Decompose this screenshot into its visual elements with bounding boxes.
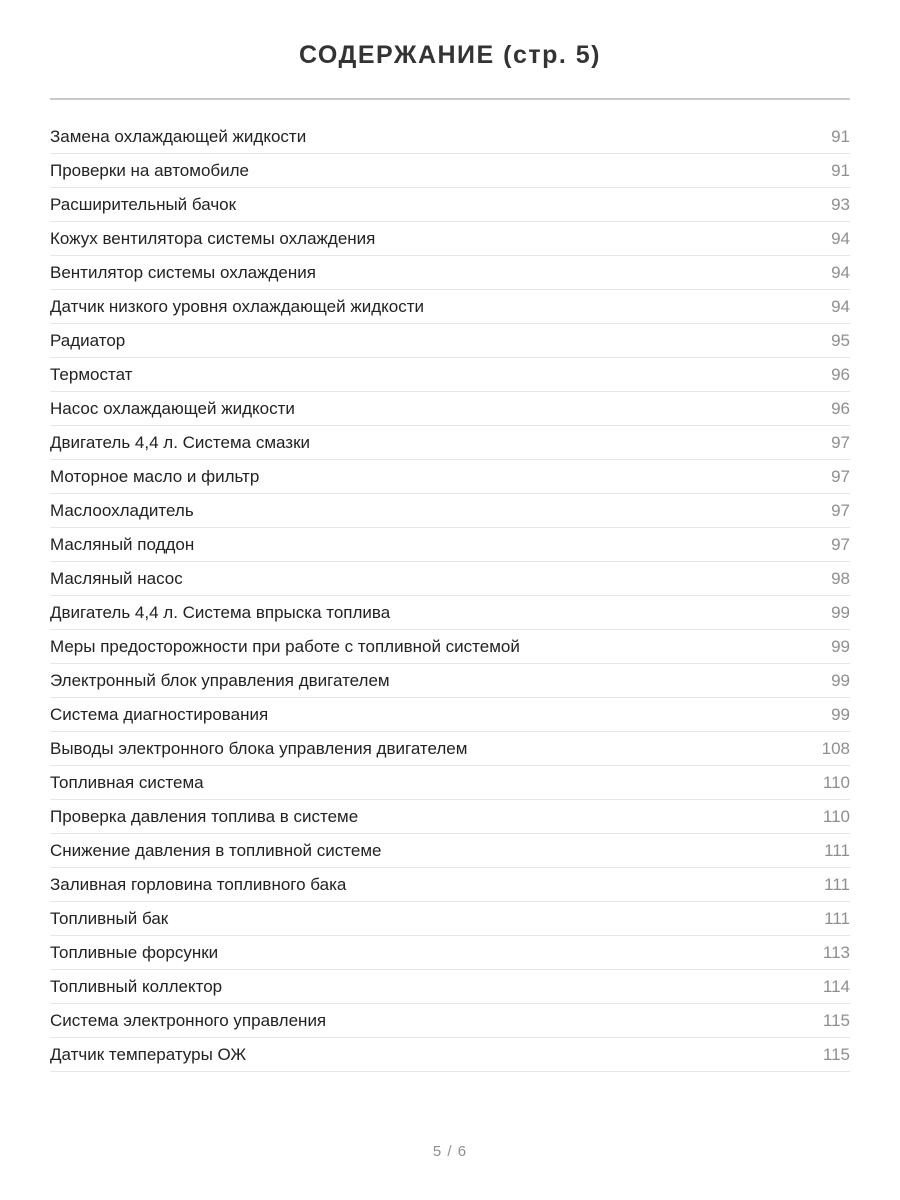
toc-entry-label: Радиатор [50,330,126,350]
toc-entry-label: Меры предосторожности при работе с топливной системой [50,636,520,656]
toc-entry-label: Замена охлаждающей жидкости [50,126,307,146]
toc-row[interactable] [50,800,850,834]
toc-entry-label: Датчик температуры ОЖ [50,1044,247,1064]
toc-entry-page-number: 99 [831,704,850,724]
toc-row[interactable] [50,630,850,664]
toc-entry-label: Топливная система [50,772,204,792]
toc-entry-label: Масляный поддон [50,534,195,554]
toc-entry-page-number: 111 [824,874,850,894]
toc-entry-page-number: 97 [831,432,850,452]
toc-entry-label: Насос охлаждающей жидкости [50,398,295,418]
toc-entry-page-number: 99 [831,670,850,690]
toc-entry-label: Топливный коллектор [50,976,223,996]
toc-row[interactable] [50,392,850,426]
toc-entry-page-number: 94 [831,262,850,282]
toc-row[interactable] [50,528,850,562]
toc-row[interactable] [50,494,850,528]
toc-entry-label: Термостат [50,364,133,384]
toc-entry-label: Проверки на автомобиле [50,160,250,180]
toc-entry-page-number: 108 [821,738,850,758]
toc-entry-label: Система электронного управления [50,1010,327,1030]
toc-row[interactable] [50,970,850,1004]
toc-entry-page-number: 99 [831,636,850,656]
toc-row[interactable] [50,1038,850,1072]
toc-row[interactable] [50,120,850,154]
toc-entry-page-number: 91 [831,160,850,180]
toc-entry-page-number: 97 [831,534,850,554]
toc-entry-page-number: 110 [822,772,850,792]
toc-entry-label: Кожух вентилятора системы охлаждения [50,228,376,248]
toc-row[interactable] [50,562,850,596]
toc-entry-page-number: 111 [824,908,850,928]
toc-entry-label: Система диагностирования [50,704,269,724]
toc-row[interactable] [50,664,850,698]
toc-entry-page-number: 93 [831,194,850,214]
toc-entry-page-number: 94 [831,228,850,248]
toc-row[interactable] [50,1004,850,1038]
toc-entry-label: Маслоохладитель [50,500,194,520]
toc-entry-label: Расширительный бачок [50,194,237,214]
toc-entry-page-number: 95 [831,330,850,350]
toc-entry-label: Топливный бак [50,908,169,928]
toc-entry-label: Электронный блок управления двигателем [50,670,390,690]
toc-row[interactable] [50,698,850,732]
toc-list [50,100,850,1072]
toc-row[interactable] [50,154,850,188]
page-indicator: 5 / 6 [432,1143,468,1160]
toc-entry-label: Снижение давления в топливной системе [50,840,382,860]
toc-row[interactable] [50,766,850,800]
toc-row[interactable] [50,460,850,494]
page-title: СОДЕРЖАНИЕ (стр. 5) [298,41,602,69]
toc-entry-page-number: 99 [831,602,850,622]
toc-row[interactable] [50,902,850,936]
toc-entry-label: Двигатель 4,4 л. Система впрыска топлива [50,602,391,622]
toc-entry-page-number: 110 [822,806,850,826]
toc-entry-page-number: 111 [824,840,850,860]
toc-row[interactable] [50,834,850,868]
toc-entry-page-number: 97 [831,466,850,486]
toc-row[interactable] [50,426,850,460]
toc-entry-label: Заливная горловина топливного бака [50,874,347,894]
toc-entry-page-number: 115 [822,1010,850,1030]
toc-entry-page-number: 97 [831,500,850,520]
toc-row[interactable] [50,222,850,256]
toc-entry-label: Масляный насос [50,568,183,588]
toc-entry-page-number: 113 [822,942,850,962]
toc-entry-label: Датчик низкого уровня охлаждающей жидкости [50,296,424,316]
toc-entry-page-number: 96 [831,398,850,418]
toc-entry-label: Двигатель 4,4 л. Система смазки [50,432,311,452]
toc-row[interactable] [50,596,850,630]
toc-row[interactable] [50,358,850,392]
toc-entry-label: Вентилятор системы охлаждения [50,262,316,282]
toc-row[interactable] [50,256,850,290]
toc-row[interactable] [50,290,850,324]
toc-entry-label: Выводы электронного блока управления двигателем [50,738,468,758]
toc-entry-page-number: 115 [822,1044,850,1064]
toc-entry-page-number: 96 [831,364,850,384]
toc-row[interactable] [50,188,850,222]
toc-entry-page-number: 91 [831,126,850,146]
toc-row[interactable] [50,868,850,902]
toc-entry-label: Проверка давления топлива в системе [50,806,359,826]
toc-entry-label: Топливные форсунки [50,942,219,962]
toc-row[interactable] [50,936,850,970]
toc-row[interactable] [50,324,850,358]
toc-entry-page-number: 94 [831,296,850,316]
toc-entry-page-number: 114 [822,976,850,996]
toc-entry-page-number: 98 [831,568,850,588]
toc-entry-label: Моторное масло и фильтр [50,466,260,486]
toc-row[interactable] [50,732,850,766]
